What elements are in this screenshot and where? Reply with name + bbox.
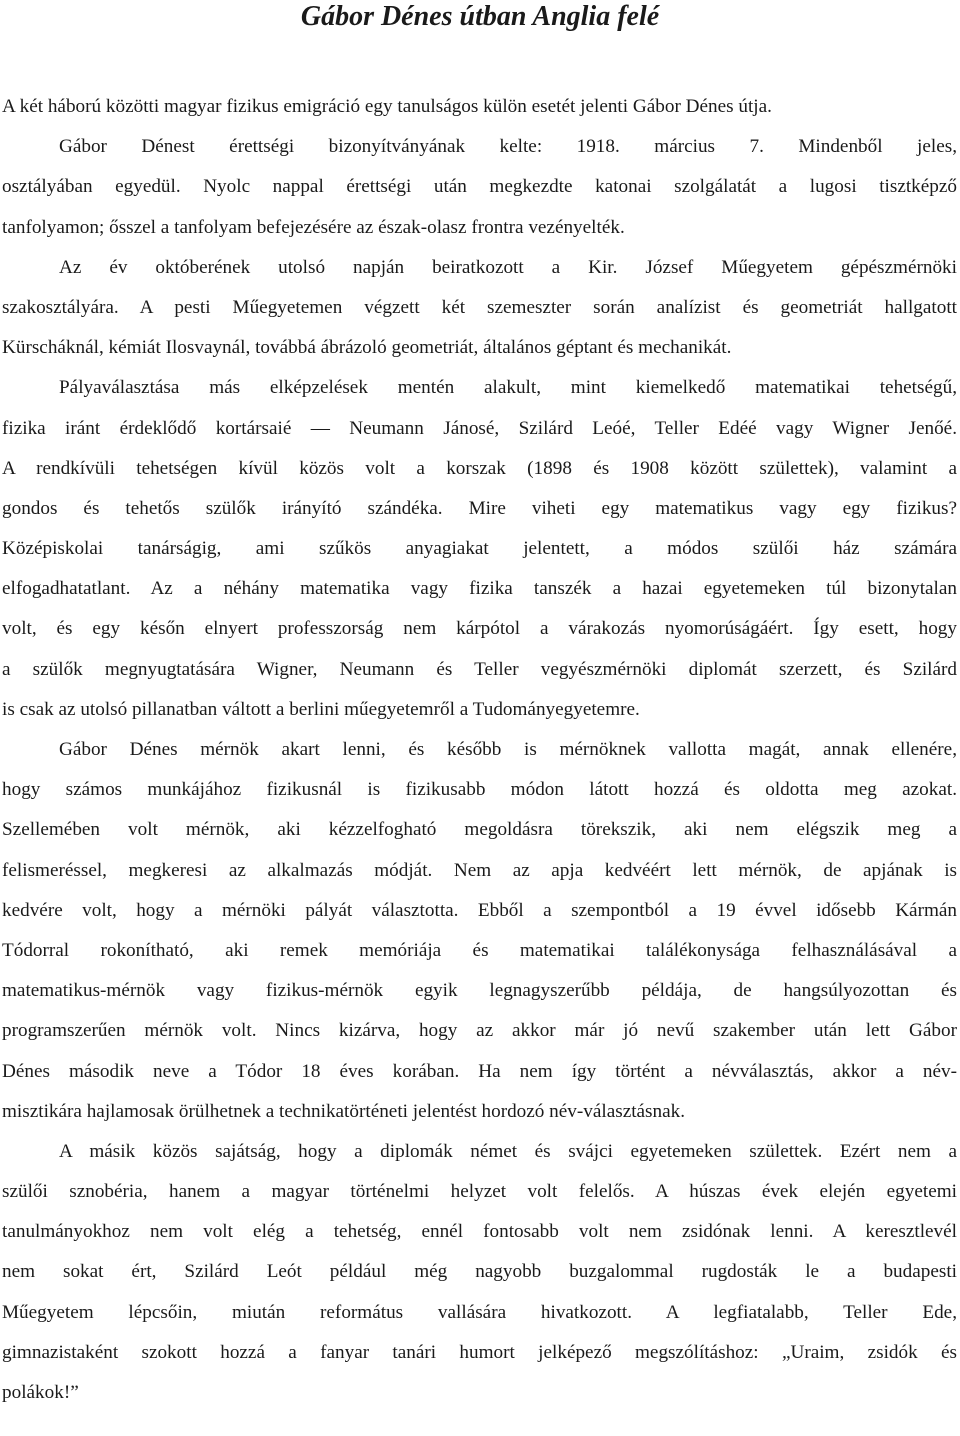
text-line: gimnazistaként szokott hozzá a fanyar tanári humort jelképező megszólításhoz: „Uraim, zsidók és — [2, 1341, 957, 1363]
text-line: A két háború közötti magyar fizikus emigráció egy tanulságos külön esetét jelenti Gábor Dénes útja. — [2, 96, 772, 117]
text-line: is csak az utolsó pillanatban váltott a berlini műegyetemről a Tudományegyetemre. — [2, 698, 640, 720]
text-line: szakosztályára. A pesti Műegyetemen végzett két szemeszter során analízist és geometriát hallgatott — [2, 296, 957, 318]
text-line: hogy számos munkájához fizikusnál is fizikusabb módon látott hozzá és oldotta meg azokat. — [2, 779, 957, 801]
document-body — [2, 87, 957, 1413]
text-line: volt, és egy későn elnyert professzorság nem kárpótol a várakozás nyomorúságáért. Így esett, hogy — [2, 618, 957, 640]
text-line: tanulmányokhoz nem volt elég a tehetség, ennél fontosabb volt nem zsidónak lenni. A keresztlevél — [2, 1221, 957, 1243]
text-line: Középiskolai tanárságig, ami szűkös anyagiakat jelentett, a módos szülői ház számára — [2, 538, 957, 560]
text-line: Gábor Dénest érettségi bizonyítványának kelte: 1918. március 7. Mindenből jeles, — [59, 136, 957, 158]
text-line: misztikára hajlamosak örülhetnek a technikatörténeti jelentést hordozó név-választásnak. — [2, 1100, 686, 1122]
text-line: fizika iránt érdeklődő kortársaié — Neumann Jánosé, Szilárd Leóé, Teller Edéé vagy Wigner Jenőé. — [2, 417, 957, 439]
text-line: Az év októberének utolsó napján beiratkozott a Kir. József Műegyetem gépészmérnöki — [59, 256, 957, 278]
text-line: a szülők megnyugtatására Wigner, Neumann és Teller vegyészmérnöki diplomát szerzett, és Szilárd — [2, 658, 957, 680]
text-line: osztályában egyedül. Nyolc nappal érettségi után megkezdte katonai szolgálatát a lugosi tisztképző — [2, 176, 957, 198]
text-line: polákok!” — [2, 1382, 79, 1403]
text-line: kedvére volt, hogy a mérnöki pályát választotta. Ebből a szempontból a 19 évvel idősebb Kármán — [2, 899, 957, 921]
text-line: matematikus-mérnök vagy fizikus-mérnök egyik legnagyszerűbb példája, de hangsúlyozottan és — [2, 980, 957, 1002]
text-line: gondos és tehetős szülők irányító szándéka. Mire viheti egy matematikus vagy egy fizikus? — [2, 497, 957, 519]
document-title: Gábor Dénes útban Anglia felé — [300, 1, 660, 32]
text-line: programszerűen mérnök volt. Nincs kizárva, hogy az akkor már jó nevű szakember után lett Gábor — [2, 1020, 957, 1042]
text-line: felismeréssel, megkeresi az alkalmazás módját. Nem az apja kedvéért lett mérnök, de apjának is — [2, 859, 957, 881]
text-line: Tódorral rokonítható, aki remek memóriája és matematikai találékonysága felhasználásával a — [2, 939, 957, 961]
text-line: Kürscháknál, kémiát Ilosvaynál, továbbá ábrázoló geometriát, általános géptant és mechanikát. — [2, 337, 732, 359]
text-line: elfogadhatatlant. Az a néhány matematika vagy fizika tanszék a hazai egyetemeken túl bizonytalan — [2, 578, 957, 600]
text-line: A másik közös sajátság, hogy a diplomák német és svájci egyetemeken születtek. Ezért nem a — [59, 1140, 957, 1162]
text-line: nem sokat ért, Szilárd Leót például még nagyobb buzgalommal rugdosták le a budapesti — [2, 1261, 957, 1283]
text-line: Szellemében volt mérnök, aki kézzelfogható megoldásra törekszik, aki nem elégszik meg a — [2, 819, 957, 841]
text-line: Pályaválasztása más elképzelések mentén alakult, mint kiemelkedő matematikai tehetségű, — [59, 377, 957, 399]
text-line: A rendkívüli tehetségen kívül közös volt a korszak (1898 és 1908 között születtek), valamint a — [2, 457, 957, 479]
text-line: szülői sznobéria, hanem a magyar történelmi helyzet volt felelős. A húszas évek elején egyetemi — [2, 1181, 957, 1203]
text-line: Műegyetem lépcsőin, miután református vallására hivatkozott. A legfiatalabb, Teller Ede, — [2, 1301, 957, 1323]
text-line: tanfolyamon; ősszel a tanfolyam befejezésére az észak-olasz frontra vezényelték. — [2, 216, 625, 238]
text-line: Gábor Dénes mérnök akart lenni, és később is mérnöknek vallotta magát, annak ellenére, — [59, 739, 957, 760]
text-line: Dénes második neve a Tódor 18 éves korában. Ha nem így történt a névválasztás, akkor a név- — [2, 1060, 957, 1082]
